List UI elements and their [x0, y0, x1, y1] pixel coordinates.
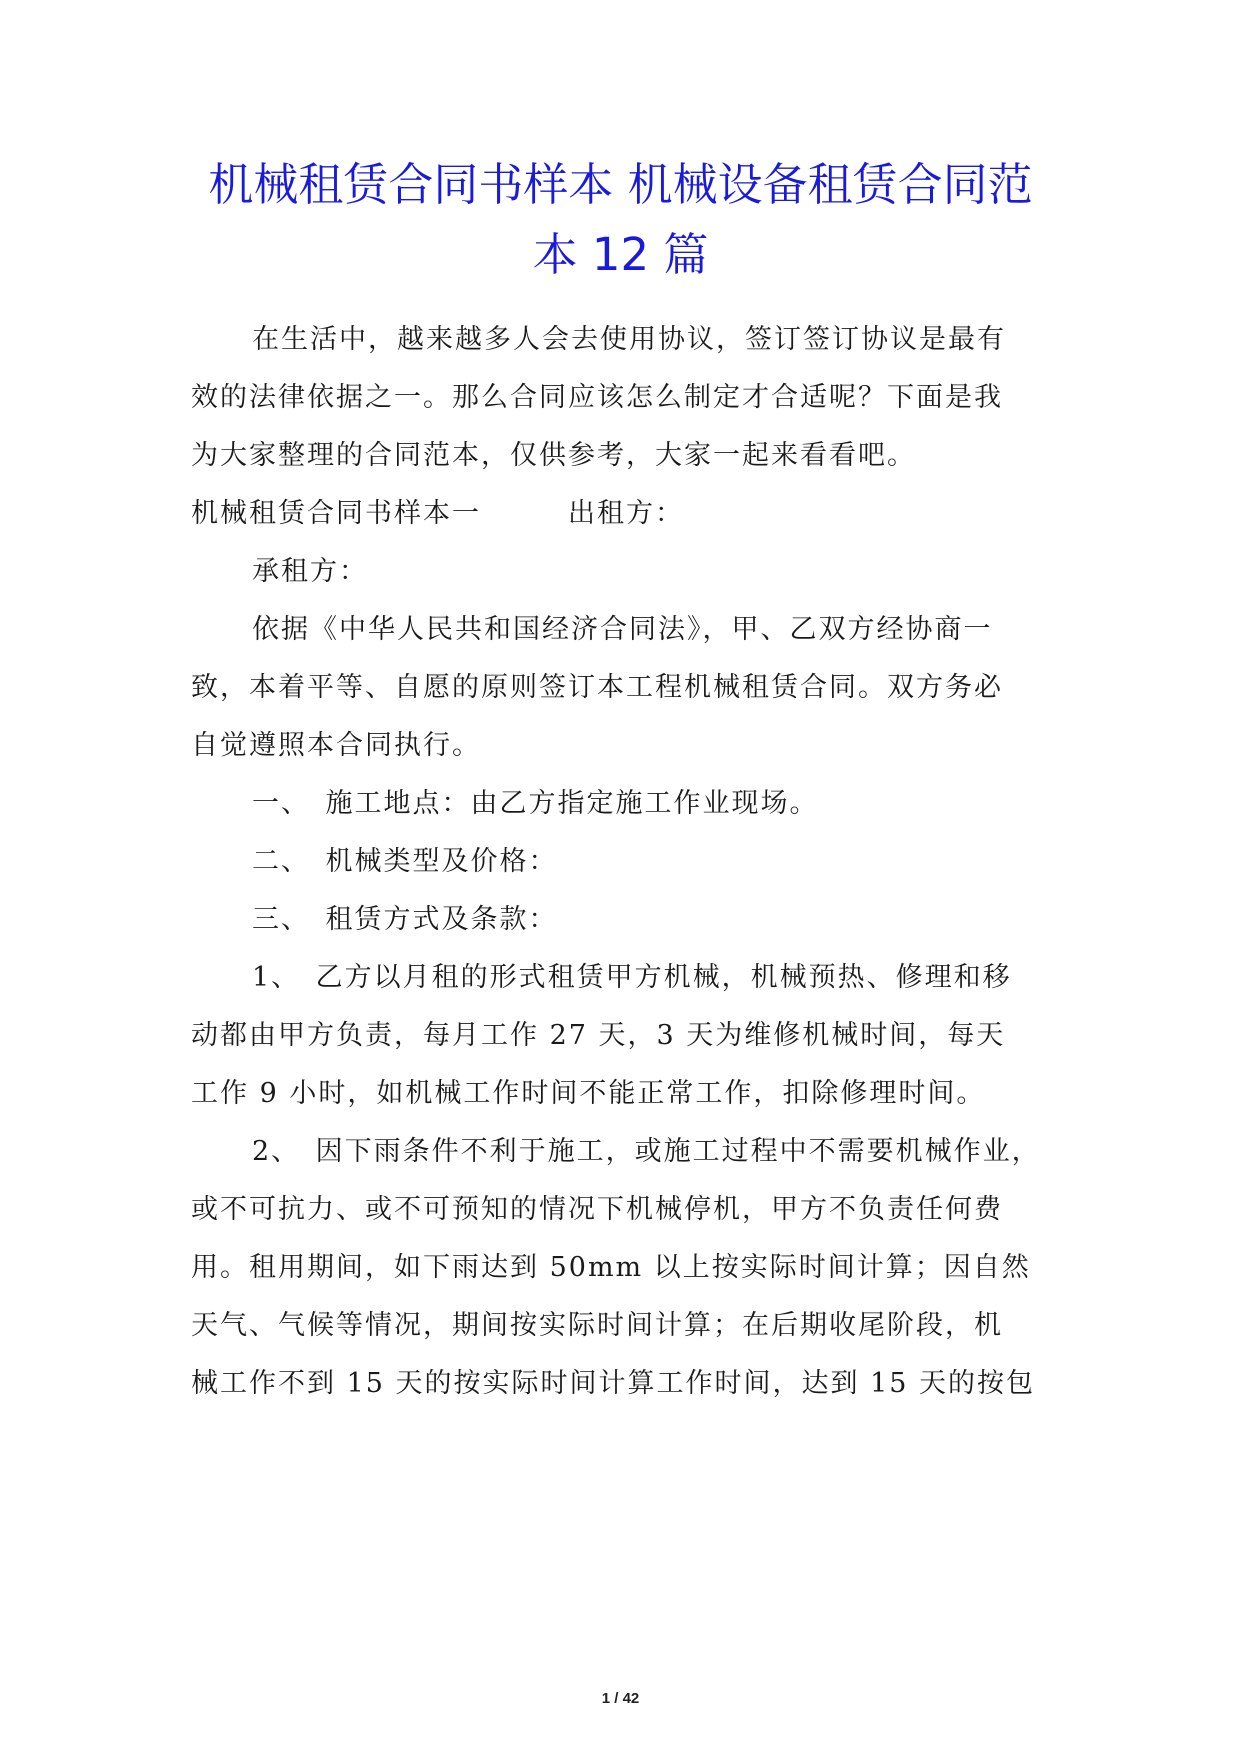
page-number: 1 / 42 [601, 1690, 640, 1707]
item-2-line-5: 械工作不到 15 天的按实际时间计算工作时间，达到 15 天的按包 [191, 1368, 1036, 1399]
clause-one: 一、 施工地点：由乙方指定施工作业现场。 [252, 788, 819, 819]
paragraph-basis-line-2: 致，本着平等、自愿的原则签订本工程机械租赁合同。双方务必 [191, 672, 1003, 703]
lessee-label: 承租方： [252, 556, 368, 587]
document-title-line-2: 本 12 篇 [532, 228, 709, 281]
item-2-line-3: 用。租用期间，如下雨达到 50mm 以上按实际时间计算；因自然 [191, 1252, 1031, 1283]
item-2-line-4: 天气、气候等情况，期间按实际时间计算；在后期收尾阶段，机 [191, 1310, 1003, 1341]
clause-two: 二、 机械类型及价格： [252, 846, 558, 877]
item-2-line-1: 2、 因下雨条件不利于施工，或施工过程中不需要机械作业， [252, 1136, 1041, 1167]
item-2-line-2: 或不可抗力、或不可预知的情况下机械停机，甲方不负责任何费 [191, 1194, 1003, 1225]
item-1-line-1: 1、 乙方以月租的形式租赁甲方机械，机械预热、修理和移 [252, 962, 1012, 993]
paragraph-intro-line-2: 效的法律依据之一。那么合同应该怎么制定才合适呢？下面是我 [191, 382, 1003, 413]
clause-three: 三、 租赁方式及条款： [252, 904, 558, 935]
section-heading-sample-one: 机械租赁合同书样本一 出租方： [191, 498, 684, 529]
document-title-line-1: 机械租赁合同书样本 机械设备租赁合同范 [208, 158, 1033, 211]
paragraph-intro-line-3: 为大家整理的合同范本，仅供参考，大家一起来看看吧。 [191, 440, 916, 471]
paragraph-intro-line-1: 在生活中，越来越多人会去使用协议，签订签订协议是最有 [252, 324, 1006, 355]
paragraph-basis-line-1: 依据《中华人民共和国经济合同法》，甲、乙双方经协商一 [252, 614, 993, 645]
item-1-line-2: 动都由甲方负责，每月工作 27 天，3 天为维修机械时间，每天 [191, 1020, 1006, 1051]
item-1-line-3: 工作 9 小时，如机械工作时间不能正常工作，扣除修理时间。 [191, 1078, 986, 1109]
paragraph-basis-line-3: 自觉遵照本合同执行。 [191, 730, 481, 761]
